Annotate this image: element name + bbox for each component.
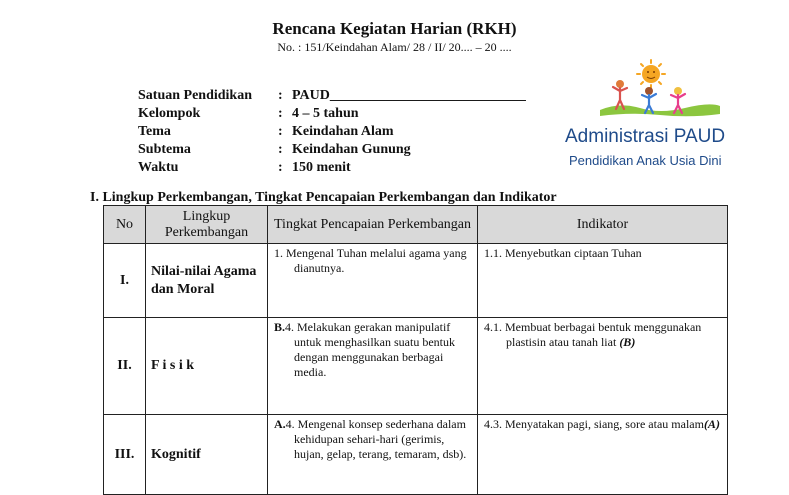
info-row-tema (138, 123, 526, 141)
indikator-code: (B) (619, 335, 636, 349)
info-value: Keindahan Gunung (292, 142, 411, 157)
info-separator: : (278, 124, 283, 139)
row-number: III. (104, 415, 146, 495)
document-number: No. : 151/Keindahan Alam/ 28 / II/ 20.... – 20 .... (277, 40, 512, 54)
logo-title: Administrasi PAUD (565, 126, 726, 147)
header-tpp: Tingkat Pencapaian Perkembangan (268, 206, 478, 244)
document-title: Rencana Kegiatan Harian (RKH) (272, 19, 517, 38)
indikator-text: 4.3. Menyatakan pagi, siang, sore atau malam (484, 417, 704, 431)
tpp-text: 4. Mengenal konsep sederhana dalam kehidupan sehari-hari (gerimis, hujan, gelap, terang, temaram, dsb). (285, 417, 467, 461)
row-indikator (478, 244, 728, 318)
info-block (138, 87, 526, 177)
tpp-text: 1. Mengenal Tuhan melalui agama yang dianutnya. (274, 246, 467, 275)
row-tpp (268, 244, 478, 318)
header-indikator: Indikator (478, 206, 728, 244)
logo-subtitle: Pendidikan Anak Usia Dini (569, 153, 722, 168)
table-row (104, 318, 728, 415)
row-indikator (478, 318, 728, 415)
table-row (104, 244, 728, 318)
tpp-text: 4. Melakukan gerakan manipulatif untuk menghasilkan suatu bentuk dengan menggunakan berbagai media. (285, 320, 455, 379)
info-row-subtema (138, 141, 526, 159)
table-header-row (104, 206, 728, 244)
info-separator: : (278, 106, 283, 121)
info-row-satuan (138, 87, 526, 105)
indikator-text: 4.1. Membuat berbagai bentuk menggunakan plastisin atau tanah liat (484, 320, 702, 349)
tpp-prefix: B. (274, 320, 286, 334)
info-separator: : (278, 88, 283, 103)
info-value: PAUD____________________________ (292, 88, 526, 103)
row-indikator (478, 415, 728, 495)
info-row-waktu (138, 159, 526, 177)
info-value: Keindahan Alam (292, 124, 394, 139)
info-value: 4 – 5 tahun (292, 106, 359, 121)
row-number: I. (104, 244, 146, 318)
sun-icon (637, 60, 665, 88)
indikator-text: 1.1. Menyebutkan ciptaan Tuhan (484, 246, 642, 260)
info-value: 150 menit (292, 160, 351, 175)
header-no: No (104, 206, 146, 244)
indikator-code: (A) (703, 417, 720, 431)
row-area: Nilai-nilai Agama dan Moral (146, 244, 268, 318)
info-label: Tema (138, 124, 171, 139)
child-icon (613, 80, 627, 109)
info-separator: : (278, 160, 283, 175)
row-tpp (268, 318, 478, 415)
info-label: Waktu (138, 160, 179, 175)
info-row-kelompok (138, 105, 526, 123)
table-row (104, 415, 728, 495)
tpp-prefix: A. (274, 417, 286, 431)
lingkup-table (103, 205, 728, 495)
row-area: Kognitif (146, 415, 268, 495)
info-separator: : (278, 142, 283, 157)
row-number: II. (104, 318, 146, 415)
info-label: Subtema (138, 142, 191, 157)
section-heading: I. Lingkup Perkembangan, Tingkat Pencapaian Perkembangan dan Indikator (90, 190, 557, 205)
row-area: F i s i k (146, 318, 268, 415)
info-label: Kelompok (138, 106, 201, 121)
header-area: Lingkup Perkembangan (146, 206, 268, 244)
info-label: Satuan Pendidikan (138, 88, 252, 103)
row-tpp (268, 415, 478, 495)
